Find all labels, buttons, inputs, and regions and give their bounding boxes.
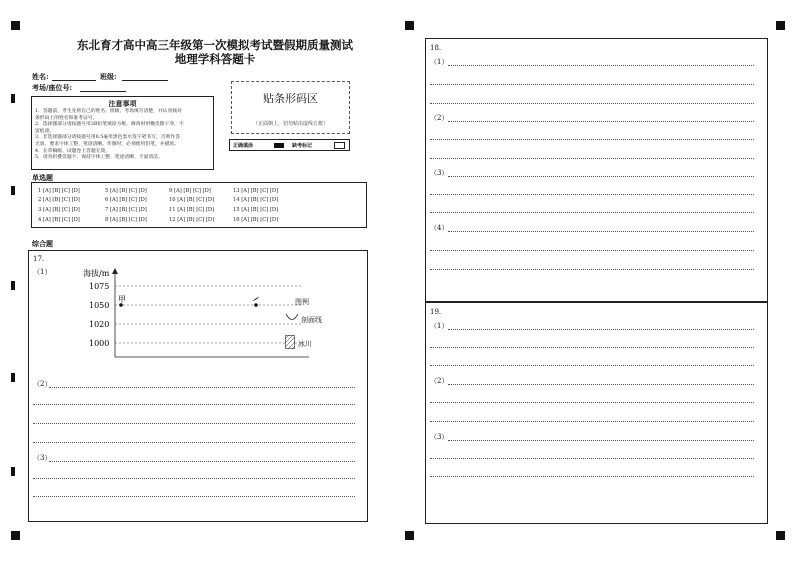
q18-part-label: （1）: [430, 58, 449, 66]
sheet-title: 东北育才高中高三年级第一次模拟考试暨假期质量测试: [77, 38, 353, 52]
barcode-area: [231, 81, 350, 134]
registration-mark: [11, 21, 20, 30]
answer-line[interactable]: [448, 329, 754, 330]
choice-row[interactable]: 10 [A] [B] [C] [D]: [169, 197, 215, 203]
timing-mark: [11, 373, 15, 382]
choice-row[interactable]: 14 [A] [B] [C] [D]: [233, 197, 279, 203]
answer-line[interactable]: [430, 347, 754, 348]
seat-field[interactable]: [80, 91, 126, 92]
q19-number: 19.: [430, 308, 442, 316]
q17-number: 17.: [33, 255, 45, 263]
q18-part-label: （3）: [430, 169, 449, 177]
legend-profile-label: 剖面线: [301, 316, 322, 324]
q18-box: [425, 38, 768, 302]
answer-line[interactable]: [33, 442, 355, 443]
absent-mark-label: 缺考标记: [292, 143, 313, 149]
registration-mark: [11, 531, 20, 540]
answer-line[interactable]: [49, 461, 355, 462]
flag-icon: [253, 297, 259, 301]
y-arrow: [112, 268, 118, 274]
class-label: 班级:: [100, 72, 117, 81]
answer-line[interactable]: [430, 365, 754, 366]
timing-mark: [11, 281, 15, 290]
barcode-hint: （正面朝上，切勿贴出虚线方框）: [252, 121, 328, 127]
answer-line[interactable]: [49, 387, 355, 388]
glacier-icon: [285, 335, 295, 349]
notes-box: [31, 96, 214, 170]
choice-row[interactable]: 8 [A] [B] [C] [D]: [105, 217, 147, 223]
choice-row[interactable]: 12 [A] [B] [C] [D]: [169, 217, 215, 223]
choice-row[interactable]: 2 [A] [B] [C] [D]: [38, 197, 80, 203]
notes-line: 条形码上的姓名和准考证号。: [35, 115, 98, 121]
answer-line[interactable]: [448, 440, 754, 441]
choice-row[interactable]: 6 [A] [B] [C] [D]: [105, 197, 147, 203]
notes-line: 4．在草稿纸、试题卷上答题无效。: [35, 148, 111, 154]
barcode-title: 贴条形码区: [263, 92, 318, 105]
answer-line[interactable]: [430, 139, 754, 140]
point-label: 甲: [118, 295, 126, 304]
choice-row[interactable]: 1 [A] [B] [C] [D]: [38, 188, 80, 194]
answer-line[interactable]: [448, 231, 754, 232]
q17-figure: [69, 265, 359, 363]
answer-line[interactable]: [448, 384, 754, 385]
answer-line[interactable]: [430, 476, 754, 477]
notes-line: 留痕迹。: [35, 128, 55, 134]
comprehensive-heading: 综合题: [32, 239, 53, 248]
name-label: 姓名:: [32, 72, 49, 81]
answer-line[interactable]: [448, 176, 754, 177]
profile-line-icon: [285, 313, 299, 323]
q19-part-label: （1）: [430, 322, 449, 330]
tick-label: 1000: [89, 339, 110, 348]
timing-mark: [11, 467, 15, 476]
correct-fill-label: 正确填涂: [233, 143, 254, 149]
notes-line: 3．非选择题部分请按题号用0.5毫米黑色墨水签字笔书写，否则作答: [35, 135, 180, 141]
point-marker: [254, 303, 258, 307]
timing-mark: [11, 186, 15, 195]
q19-part-label: （3）: [430, 433, 449, 441]
notes-line: 5．请勿折叠答题卡，保持字体工整、笔迹清晰、卡面清洁。: [35, 155, 163, 161]
registration-mark: [776, 21, 785, 30]
tick-label: 1075: [89, 282, 110, 291]
y-axis-label: 海拔/m: [83, 269, 110, 278]
answer-line[interactable]: [448, 65, 754, 66]
choice-row[interactable]: 5 [A] [B] [C] [D]: [105, 188, 147, 194]
answer-line[interactable]: [430, 84, 754, 85]
q17-part3-label: （3）: [33, 454, 52, 462]
timing-mark: [11, 94, 15, 103]
q18-number: 18.: [430, 44, 442, 52]
answer-line[interactable]: [33, 404, 355, 405]
choice-row[interactable]: 11 [A] [B] [C] [D]: [169, 207, 215, 213]
answer-line[interactable]: [448, 121, 754, 122]
fill-example-box: [229, 139, 350, 151]
sheet-subtitle: 地理学科答题卡: [174, 52, 256, 66]
q18-part-label: （4）: [430, 224, 449, 232]
answer-line[interactable]: [430, 269, 754, 270]
tick-label: 1020: [89, 320, 110, 329]
notes-line: 1．答题前，考生先将自己的姓名、班级、考场填写清楚，并认真核对: [35, 109, 182, 114]
answer-line[interactable]: [430, 421, 754, 422]
notes-line: 2．选择题部分请按题号用2B铅笔填涂方框，修改时用橡皮擦干净，不: [35, 122, 184, 128]
choice-row[interactable]: 7 [A] [B] [C] [D]: [105, 207, 147, 213]
answer-line[interactable]: [430, 103, 754, 104]
choice-row[interactable]: 15 [A] [B] [C] [D]: [233, 207, 279, 213]
notes-title: 注意事项: [108, 99, 137, 108]
answer-line[interactable]: [430, 458, 754, 459]
legend-ice-label: 冰川: [298, 340, 312, 348]
choice-row[interactable]: 3 [A] [B] [C] [D]: [38, 207, 80, 213]
q17-part1-label: （1）: [33, 268, 52, 276]
absent-mark-box[interactable]: [334, 142, 345, 149]
answer-line[interactable]: [33, 423, 355, 424]
seat-label: 考场/座位号:: [32, 83, 73, 92]
answer-line[interactable]: [33, 478, 355, 479]
tick-label: 1050: [89, 301, 110, 310]
q17-part2-label: （2）: [33, 380, 52, 388]
name-field[interactable]: [52, 80, 96, 81]
registration-mark: [405, 531, 414, 540]
filled-box-icon: [274, 143, 284, 148]
choice-box: [31, 182, 367, 228]
registration-mark: [405, 21, 414, 30]
choice-row[interactable]: 4 [A] [B] [C] [D]: [38, 217, 80, 223]
answer-line[interactable]: [430, 194, 754, 195]
answer-line[interactable]: [430, 212, 754, 213]
single-choice-heading: 单选题: [32, 173, 53, 182]
answer-line[interactable]: [430, 402, 754, 403]
answer-line[interactable]: [430, 158, 754, 159]
q19-box: [425, 302, 768, 524]
choice-row[interactable]: 9 [A] [B] [C] [D]: [169, 188, 211, 194]
q17-box: [28, 250, 368, 522]
q19-part-label: （2）: [430, 377, 449, 385]
answer-line[interactable]: [430, 250, 754, 251]
legend-title: 图例: [295, 298, 309, 306]
class-field[interactable]: [122, 80, 168, 81]
choice-row[interactable]: 16 [A] [B] [C] [D]: [233, 217, 279, 223]
registration-mark: [776, 531, 785, 540]
choice-row[interactable]: 13 [A] [B] [C] [D]: [233, 188, 279, 194]
answer-line[interactable]: [33, 496, 355, 497]
q18-part-label: （2）: [430, 114, 449, 122]
notes-line: 无效。要求字体工整、笔迹清晰。作图时，必须使用铅笔，并描浓。: [35, 141, 179, 147]
